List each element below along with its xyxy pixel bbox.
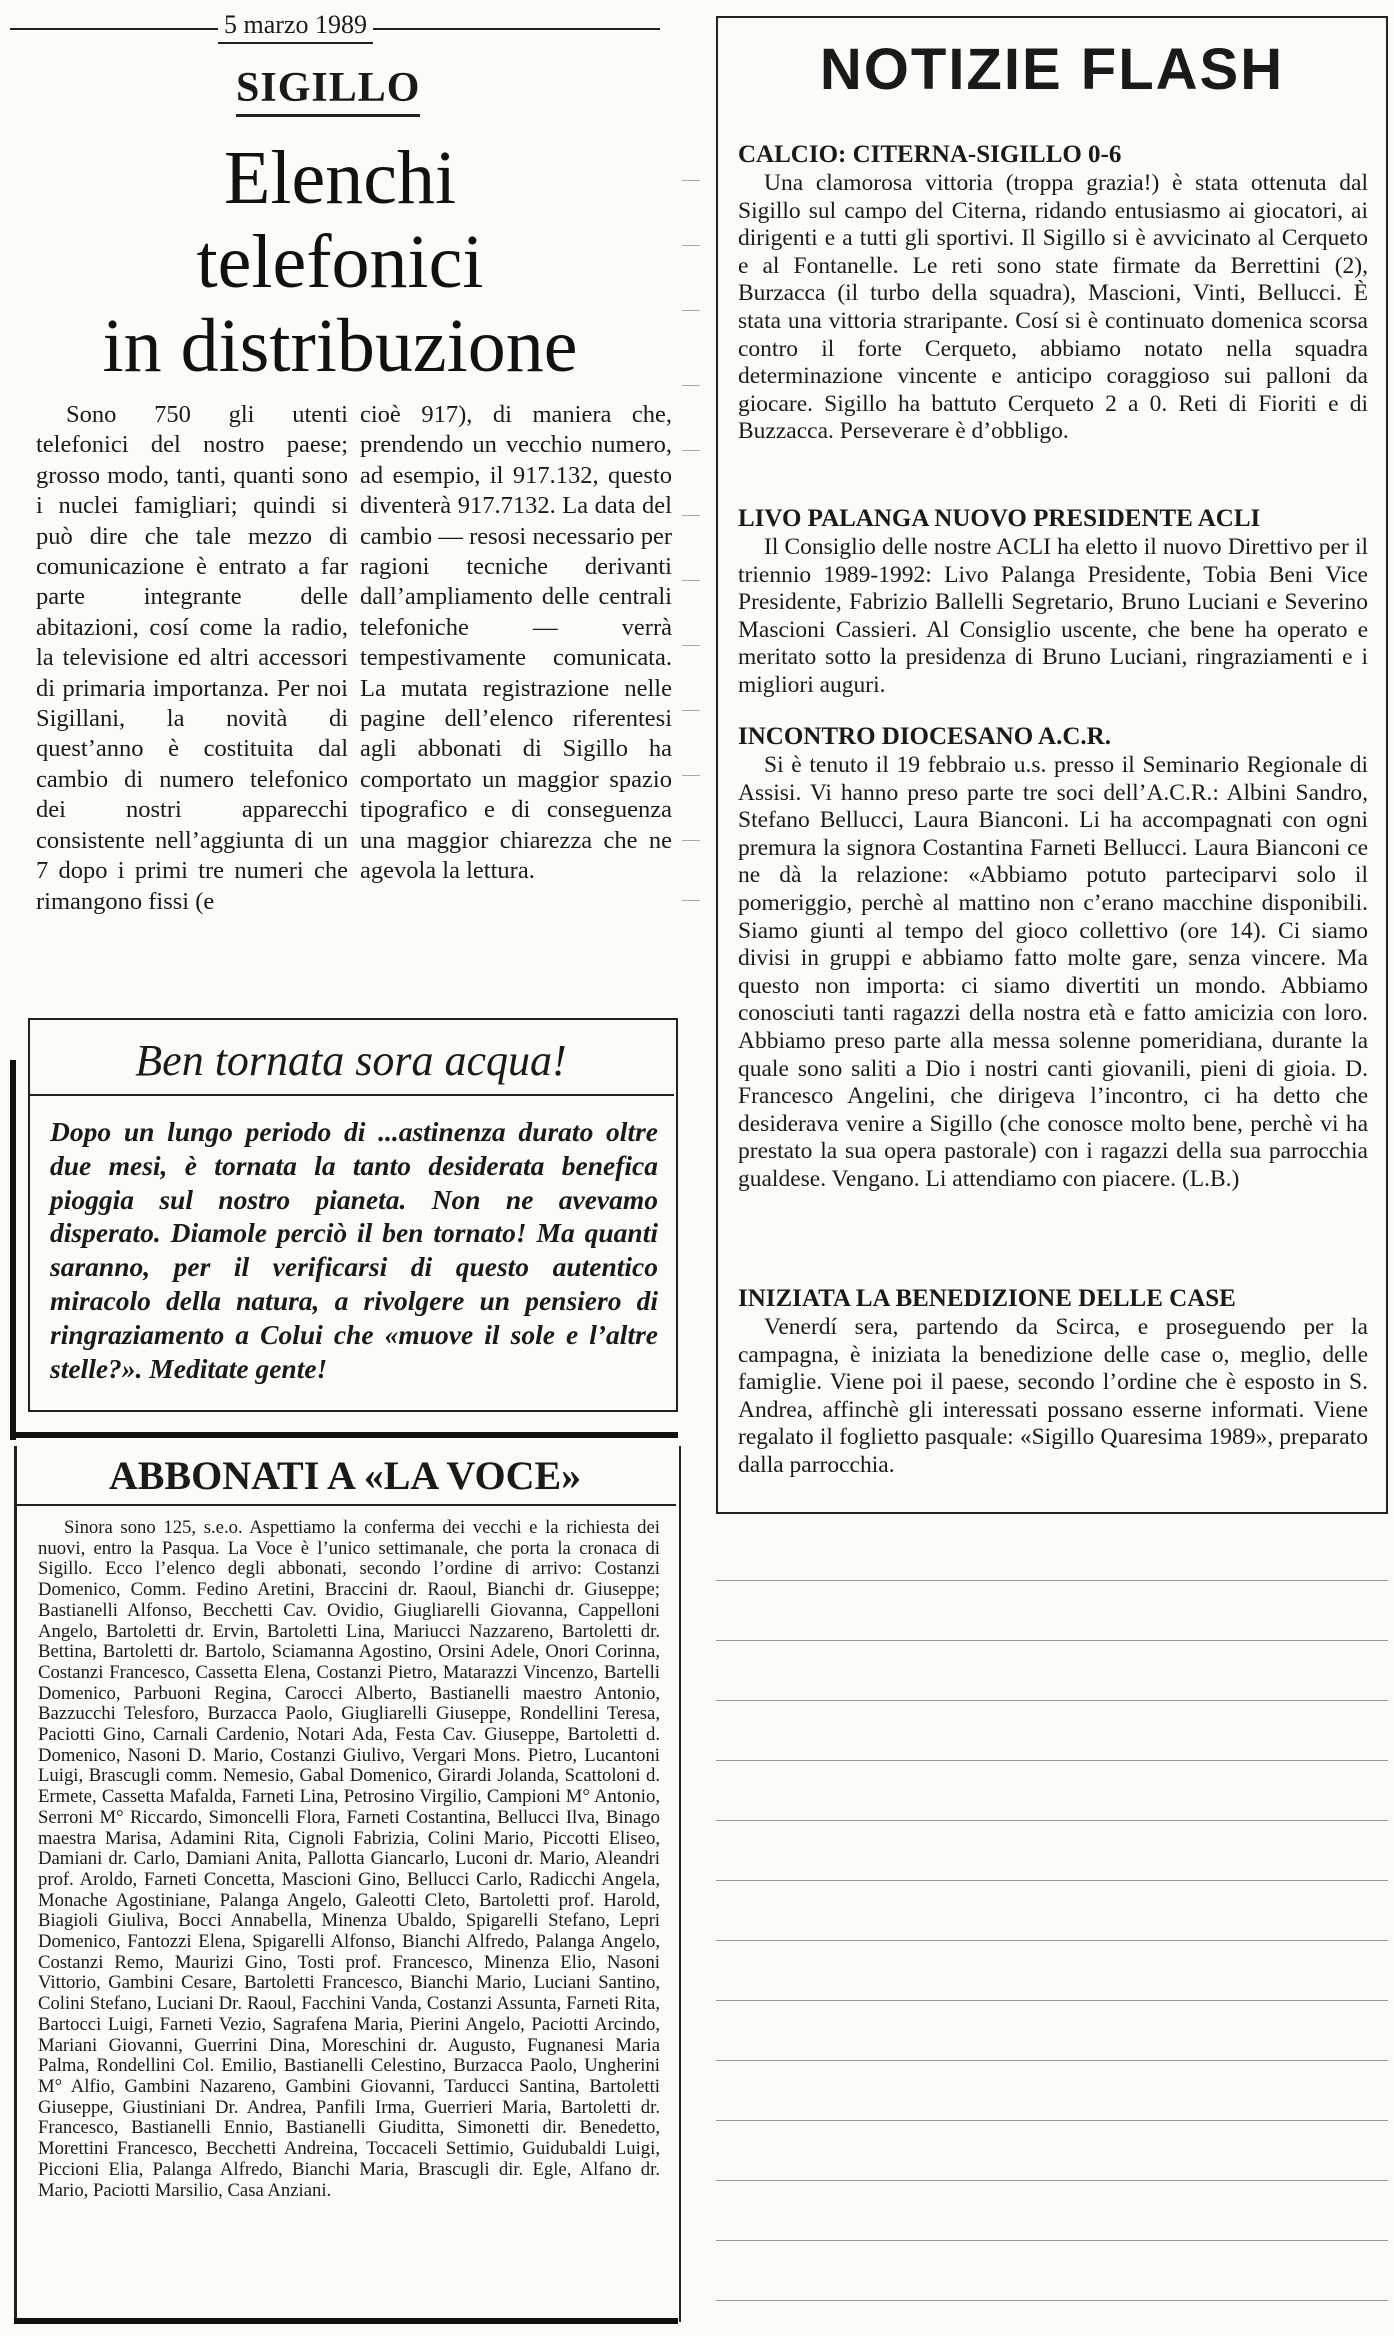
- blank-line: [716, 1940, 1388, 1941]
- blank-line: [716, 1820, 1388, 1821]
- section-name: SIGILLO: [236, 62, 420, 117]
- margin-mark: [682, 180, 700, 181]
- issue-date: 5 marzo 1989: [218, 8, 373, 44]
- article-column-1: [36, 400, 348, 917]
- margin-mark: [682, 245, 700, 246]
- news-item-acli: [738, 504, 1368, 700]
- blank-line: [716, 1700, 1388, 1701]
- article-text-2: cioè 917), di maniera che, prendendo un vecchio numero, ad esempio, il 917.132, questo diventerà 917.7132. La data del cambio — resosi necessario per ragioni tecniche derivanti dall’ampliamento delle centrali telefoniche — verrà tempestivamente comunicata. La mutata registrazione nelle pagine dell’elenco riferentesi agli abbonati di Sigillo ha comportato un maggior spazio tipografico e di conseguenza una maggior chiarezza che ne agevola la lettura.: [360, 401, 672, 885]
- blank-line: [716, 2300, 1388, 2301]
- article-text-1: Sono 750 gli utenti telefonici del nostro paese; grosso modo, tanti, quanti sono i nuclei famigliari; quindi si può dire che tale mezzo di comunicazione è entrato a far parte integrante delle abitazioni, cosí come la radio, la televisione ed altri accessori di primaria importanza. Per noi Sigillani, la novità di quest’anno è costituita dal cambio di numero telefonico dei nostri apparecchi consistente nell’aggiunta di un 7 dopo i primi tre numeri che rimangono fissi (e: [36, 401, 348, 915]
- acqua-bottom-rule: [14, 1432, 678, 1438]
- margin-mark: [682, 900, 700, 901]
- blank-line: [716, 2240, 1388, 2241]
- news-text: Si è tenuto il 19 febbraio u.s. presso il Seminario Regionale di Assisi. Vi hanno preso parte tre soci dell’A.C.R.: Albini Sandro, Stefano Bellucci, Laura Bianconi. Li ha accompagnati con ogni premura la signora Costantina Farneti Bellucci. Laura Bianconi ce ne dà la relazione: «Abbiamo potuto parteciparvi solo il pomeriggio, perchè al mattino non c’erano macchine disponibili. Siamo giunti al tempo del gioco collettivo (ore 14). Ci siamo divisi in gruppi e abbiamo fatto molte gare, senza vincere. Ma questo non importa: ci siamo divertiti un mondo. Abbiamo conosciuti tanti ragazzi della nostra età e fatto amicizia con loro. Abbiamo preso parte alla messa solenne pomeridiana, durante la quale sono saliti a Dio i nostri canti giovanili, pieni di gioia. D. Francesco Angelini, che dirigeva l’incontro, ci ha detto che desiderava venire a Sigillo (che conosce molto bene, perchè vi ha prestato la sua opera pastorale) con i ragazzi della sua parrocchia gualdese. Vengano. Li attendiamo con piacere. (L.B.): [738, 752, 1368, 1192]
- margin-mark: [682, 385, 700, 386]
- abbonati-bottom-rule: [14, 2318, 678, 2324]
- margin-mark: [682, 580, 700, 581]
- blank-line: [716, 1760, 1388, 1761]
- news-item-benedizione: [738, 1284, 1368, 1480]
- margin-mark: [682, 450, 700, 451]
- blank-line: [716, 1580, 1388, 1581]
- headline-line-2: telefonici: [196, 220, 484, 304]
- article-headline: [20, 136, 660, 388]
- flash-title: NOTIZIE FLASH: [819, 37, 1285, 102]
- margin-mark: [682, 775, 700, 776]
- acqua-body: [50, 1115, 658, 1385]
- news-item-calcio: [738, 140, 1368, 446]
- news-text: Il Consiglio delle nostre ACLI ha eletto il nuovo Direttivo per il triennio 1989-1992: Livo Palanga Presidente, Tobia Beni Vice Presidente, Fabrizio Ballelli Segretario, Bruno Luciani e Severino Mascioni Cassieri. Al Consiglio uscente, che bene ha operato e meritato sotto la presidenza di Bruno Luciani, ringraziamenti e i migliori auguri.: [738, 534, 1368, 698]
- margin-mark: [682, 310, 700, 311]
- article-column-2: [360, 400, 672, 887]
- margin-mark: [682, 840, 700, 841]
- box-accent-bar: [10, 1060, 16, 1440]
- blank-line: [716, 1640, 1388, 1641]
- news-heading: INCONTRO DIOCESANO A.C.R.: [738, 723, 1111, 750]
- abbonati-body: [38, 1518, 660, 2201]
- abbonati-text: Sinora sono 125, s.e.o. Aspettiamo la conferma dei vecchi e la richiesta dei nuovi, entro la Pasqua. La Voce è l’unico settimanale, che porta la cronaca di Sigillo. Ecco l’elenco degli abbonati, secondo l’ordine di arrivo: Costanzi Domenico, Comm. Fedino Aretini, Braccini dr. Raoul, Bianchi dr. Giuseppe; Bastianelli Alfonso, Becchetti Cav. Ovidio, Giugliarelli Giovanna, Cappelloni Angelo, Bartoletti dr. Ervin, Bartoletti Lina, Mariucci Nazzareno, Bartoletti dr. Bettina, Bartoletti dr. Bartolo, Sciamanna Agostino, Orsini Adele, Onori Corinna, Costanzi Francesco, Cassetta Elena, Costanzi Pietro, Matarazzi Vincenzo, Bartelli Domenico, Parbuoni Regina, Carocci Alberto, Bastianelli maestro Antonio, Bazzucchi Telesforo, Burzacca Paolo, Giugliarelli Giuseppe, Rondellini Teresa, Paciotti Gino, Carnali Cardenio, Notari Ada, Festa Cav. Giuseppe, Bartoletti d. Domenico, Nasoni D. Mario, Costanzi Giulivo, Vergari Mons. Pietro, Lucantoni Luigi, Brascugli comm. Nemesio, Gabal Domenico, Girardi Jolanda, Scattoloni d. Ermete, Cassetta Mafalda, Farneti Lina, Petrosino Virgilio, Campioni M° Antonio, Serroni M° Riccardo, Simoncelli Flora, Farneti Costantina, Bellucci Ilva, Binago maestra Marisa, Adamini Rita, Cignoli Fabrizia, Colini Mario, Piccotti Eliseo, Damiani dr. Carlo, Damiani Anita, Pallotta Giancarlo, Luconi dr. Mario, Aleandri prof. Aroldo, Farneti Concetta, Mascioni Gino, Bellucci Carlo, Radicchi Angela, Monache Agostiniane, Palanga Angelo, Galeotti Cleto, Bartoletti prof. Harold, Biagioli Giuliva, Bocci Annabella, Minenza Ubaldo, Spigarelli Stefano, Lepri Domenico, Fantozzi Elena, Spigarelli Alfonso, Bianchi Alfredo, Palanga Angelo, Costanzi Remo, Maurizi Gino, Tosti prof. Francesco, Minenza Elio, Nasoni Vittorio, Gambini Cesare, Bartoletti Francesco, Bianchi Mario, Luciani Santino, Colini Stefano, Luciani Dr. Raoul, Facchini Vanda, Costanzi Assunta, Farneti Rita, Bartocci Luigi, Farneti Vezio, Sagrafena Maria, Pierini Angelo, Paciotti Arcindo, Mariani Giovanni, Guerrini Dina, Moreschini dr. Augusto, Fugnanesi Maria Palma, Rondellini Col. Emilio, Bastianelli Celestino, Burzacca Paolo, Ungherini M° Alfio, Gambini Nazareno, Gambini Giovanni, Tarducci Santina, Bartoletti Giuseppe, Giustiniani Dr. Andrea, Panfili Irma, Guerrieri Maria, Bartoletti dr. Francesco, Bastianelli Ennio, Bastianelli Giuditta, Simonetti dir. Benedetto, Morettini Francesco, Becchetti Andreina, Toccaceli Settimio, Guidubaldi Luigi, Piccioni Elia, Palanga Alfredo, Bianchi Maria, Brascugli dir. Egle, Alfano dr. Mario, Paciotti Marsilio, Casa Anziani.: [38, 1517, 660, 2201]
- blank-line: [716, 2120, 1388, 2121]
- news-heading: INIZIATA LA BENEDIZIONE DELLE CASE: [738, 1285, 1236, 1312]
- news-item-acr: [738, 722, 1368, 1194]
- blank-line: [716, 2000, 1388, 2001]
- headline-line-1: Elenchi: [223, 136, 457, 220]
- news-text: Venerdí sera, partendo da Scirca, e proseguendo per la campagna, è iniziata la benedizione delle case o, meglio, delle famiglie. Viene poi il paese, secondo l’ordine che è esposto in S. Andrea, affinchè gli interessati possano esserne informati. Viene regalato il foglietto pasquale: «Sigillo Quaresima 1989», preparato dalla parrocchia.: [738, 1314, 1368, 1478]
- acqua-title: Ben tornata sora acqua!: [28, 1028, 674, 1096]
- news-text: Una clamorosa vittoria (troppa grazia!) è stata ottenuta dal Sigillo sul campo del Citerna, ridando entusiasmo ai giocatori, ai dirigenti e a tutti gli sportivi. Il Sigillo si è avvicinato al Cerqueto e al Fontanelle. Le reti sono state firmate da Berrettini (2), Burzacca (il turbo della squadra), Mascioni, Vinti, Bellucci. È stata una vittoria straripante. Cosí si è continuato domenica scorsa contro il forte Cerqueto, abbiamo notato nella squadra determinazione vincente e anticipo coraggioso sui palloni da giocare. Sigillo ha battuto Cerqueto 2 a 0. Reti di Fioriti e di Buzzacca. Perseverare è d’obbligo.: [738, 170, 1368, 445]
- margin-mark: [682, 515, 700, 516]
- margin-mark: [682, 710, 700, 711]
- acqua-text: Dopo un lungo periodo di ...astinenza durato oltre due mesi, è tornata la tanto desiderata benefica pioggia sul nostro pianeta. Non ne avevamo disperato. Diamole perciò il ben tornato! Ma quanti saranno, per il verificarsi di questo autentico miracolo della natura, a rivolgere un pensiero di ringraziamento a Colui che «muove il sole e l’altre stelle?». Meditate gente!: [50, 1116, 658, 1384]
- blank-line: [716, 2180, 1388, 2181]
- margin-mark: [682, 645, 700, 646]
- blank-line: [716, 2060, 1388, 2061]
- news-heading: CALCIO: CITERNA-SIGILLO 0-6: [738, 141, 1122, 168]
- blank-line: [716, 1880, 1388, 1881]
- headline-line-3: in distribuzione: [102, 304, 578, 388]
- abbonati-title: ABBONATI A «LA VOCE»: [14, 1448, 676, 1506]
- news-heading: LIVO PALANGA NUOVO PRESIDENTE ACLI: [738, 505, 1261, 532]
